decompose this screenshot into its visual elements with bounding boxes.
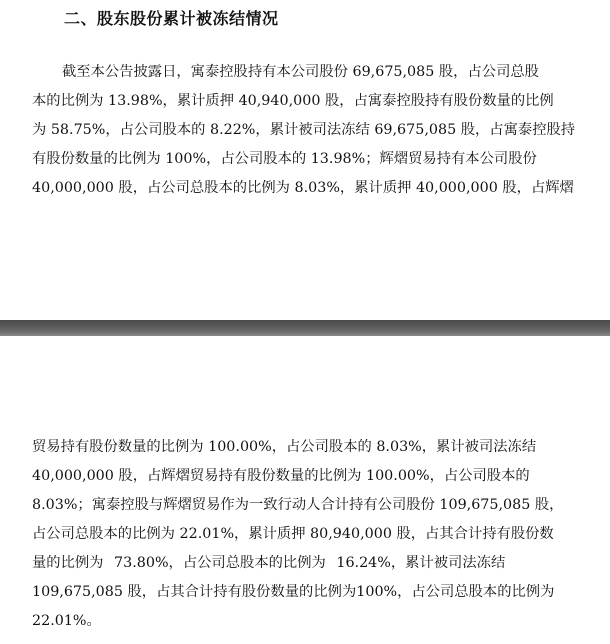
text-line: 占公司总股本的比例为 22.01%，累计质押 80,940,000 股，占其合计持有股份数 [32, 526, 554, 542]
document-page-top [0, 0, 610, 320]
section-heading: 二、股东股份累计被冻结情况 [64, 9, 279, 28]
text-line: 本的比例为 13.98%，累计质押 40,940,000 股，占寓泰控股持有股份数量的比例 [32, 93, 554, 109]
page-break-divider [0, 320, 610, 336]
paragraph-page-1 [32, 58, 588, 203]
paragraph-page-2 [32, 433, 588, 636]
text-line: 40,000,000 股，占公司总股本的比例为 8.03%，累计质押 40,000,000 股，占辉熠 [32, 180, 574, 196]
text-line: 为 58.75%，占公司股本的 8.22%，累计被司法冻结 69,675,085 股，占寓泰控股持 [32, 122, 576, 138]
text-line: 量的比例为 73.80%，占公司总股本的比例为 16.24%，累计被司法冻结 [32, 555, 506, 571]
text-line: 贸易持有股份数量的比例为 100.00%，占公司股本的 8.03%，累计被司法冻结 [32, 439, 537, 455]
text-line: 8.03%；寓泰控股与辉熠贸易作为一致行动人合计持有公司股份 109,675,085 股， [32, 497, 564, 513]
text-line: 40,000,000 股，占辉熠贸易持有股份数量的比例为 100.00%，占公司股本的 [32, 468, 530, 484]
text-line: 截至本公告披露日，寓泰控股持有本公司股份 69,675,085 股，占公司总股 [62, 64, 539, 80]
text-line: 22.01%。 [32, 613, 101, 629]
text-line: 109,675,085 股，占其合计持有股份数量的比例为100%，占公司总股本的比例为 [32, 584, 555, 600]
text-line: 有股份数量的比例为 100%，占公司股本的 13.98%；辉熠贸易持有本公司股份 [32, 151, 537, 167]
